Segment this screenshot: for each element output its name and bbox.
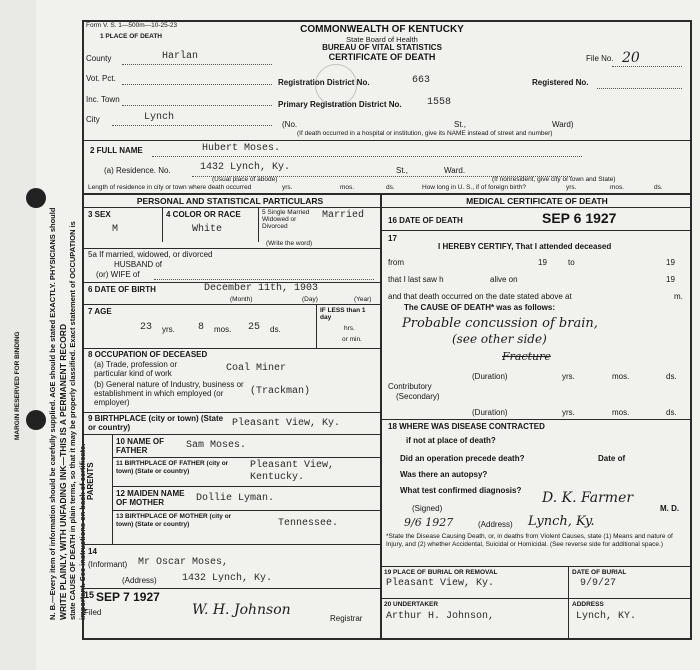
undertaker-address-value: Lynch, KY. (576, 611, 637, 622)
hospital-note: (If death occurred in a hospital or institution, give its NAME instead of street and number) (297, 130, 553, 137)
registrar-label: Registrar (330, 614, 363, 623)
physician-address: Lynch, Ky. (528, 514, 595, 529)
us-yrs: yrs. (566, 184, 577, 191)
informant-label: (Informant) (88, 560, 128, 569)
how-long-us-label: How long in U. S., if of foreign birth? (422, 184, 527, 191)
md-label: M. D. (660, 504, 680, 513)
birthplace-value: Pleasant View, Ky. (232, 418, 341, 429)
mother-name-value: Dollie Lyman. (196, 493, 275, 504)
age-mos-label: mos. (214, 325, 232, 334)
father-birthplace-label: 11 BIRTHPLACE OF FATHER (city or town) (State or country) (116, 460, 229, 475)
filed-number: 15 (84, 590, 95, 600)
industry-label: (b) General nature of Industry, business or establishment in which employed (or employer) (94, 380, 244, 407)
dob-year-label: (Year) (354, 296, 372, 303)
duration-2-yrs: yrs. (562, 408, 575, 417)
husband-label: HUSBAND of (114, 260, 163, 269)
bureau-name: BUREAU OF VITAL STATISTICS (322, 43, 442, 52)
age-months-value: 8 (198, 322, 205, 333)
informant-value: Mr Oscar Moses, (138, 557, 229, 568)
occupation-label: 8 OCCUPATION OF DECEASED (88, 350, 208, 359)
length-residence-label: Length of residence in city or town where death occurred (88, 184, 252, 191)
duration-2-ds: ds. (666, 408, 677, 417)
duration-ds: ds. (666, 372, 677, 381)
from-label: from (388, 258, 404, 267)
undertaker-label: 20 UNDERTAKER (384, 601, 439, 608)
binding-margin-label: MARGIN RESERVED FOR BINDING (14, 331, 21, 440)
father-birthplace-value-1: Pleasant View, (250, 460, 335, 471)
state-title: COMMONWEALTH OF KENTUCKY (300, 24, 464, 35)
marital-note: (Write the word) (266, 240, 313, 247)
parents-label: PARENTS (86, 462, 95, 500)
residence-ds: ds. (386, 184, 395, 191)
residence-yrs: yrs. (282, 184, 293, 191)
file-no-label: File No. (586, 54, 614, 63)
filed-date-stamp: SEP 7 1927 (96, 590, 160, 604)
residence-ward-label: Ward. (444, 166, 466, 175)
mother-birthplace-label: 13 BIRTHPLACE OF MOTHER (city or town) (State or country) (116, 513, 232, 528)
usual-abode-note: (Usual place of abode) (212, 176, 278, 183)
informant-address-label: (Address) (122, 576, 157, 585)
side-instruction-2: WRITE PLAINLY, WITH UNFADING INK—THIS IS A PERMANENT RECORD (58, 323, 68, 620)
informant-address-value: 1432 Lynch, Ky. (182, 573, 273, 584)
cause-footnote: *State the Disease Causing Death, or, in deaths from Violent Causes, state (1) Means and nature of Injury, and (2) whether Accidental, Suicidal or Homicidal. (See reverse side for additional space.) (386, 533, 673, 548)
city-label: City (86, 115, 100, 124)
contributory-label: Contributory (388, 382, 432, 391)
side-instruction-4: important. See instructions on back of certificate. (78, 443, 87, 620)
burial-label: 19 PLACE OF BURIAL OR REMOVAL (384, 569, 498, 576)
burial-date-label: DATE OF BURIAL (572, 569, 627, 576)
spouse-label: 5a If married, widowed, or divorced (88, 250, 213, 259)
registrar-signature: W. H. Johnson (192, 602, 291, 618)
place-of-death-label: 1 PLACE OF DEATH (100, 33, 162, 40)
cause-line-1: Probable concussion of brain, (402, 316, 598, 331)
trade-value: Coal Miner (226, 363, 287, 374)
residence-value: 1432 Lynch, Ky. (200, 162, 291, 173)
trade-label: (a) Trade, profession or particular kind of work (94, 360, 178, 378)
file-no-value: 20 (622, 50, 640, 66)
burial-date-value: 9/9/27 (580, 578, 617, 589)
duration-2-mos: mos. (612, 408, 630, 417)
medical-section-title: MEDICAL CERTIFICATE OF DEATH (466, 196, 608, 206)
alive-year-label: 19 (666, 275, 675, 284)
industry-value: (Trackman) (250, 386, 311, 397)
duration-mos: mos. (612, 372, 630, 381)
form-number: Form V. S. 1—500m—10-25-23 (86, 22, 178, 29)
contracted-label: 18 WHERE WAS DISEASE CONTRACTED (388, 422, 545, 431)
dob-value: December 11th, 1903 (204, 283, 319, 294)
certificate-title: CERTIFICATE OF DEATH (328, 52, 436, 62)
father-name-value: Sam Moses. (186, 440, 247, 451)
registration-district-label: Registration District No. (278, 78, 370, 87)
side-instruction-3: state CAUSE OF DEATH in plain terms, so that it may be properly classified. Exact statement of OCCUPATION is (68, 221, 77, 620)
duration-2-label: (Duration) (472, 408, 508, 417)
county-value: Harlan (162, 51, 199, 62)
nonresident-note: (If nonresident, give city or town and State) (492, 176, 616, 183)
date-of-death-stamp: SEP 6 1927 (542, 210, 617, 226)
cause-line-3: Fracture (502, 350, 551, 363)
inc-town-label: Inc. Town (86, 95, 120, 104)
from-year-label: 19 (538, 258, 547, 267)
dob-month-label: (Month) (230, 296, 253, 303)
punch-hole-bottom (26, 410, 46, 430)
father-name-label: 10 NAME OF FATHER (116, 437, 165, 455)
death-m-label: m. (674, 292, 683, 301)
min-label: or min. (342, 336, 362, 343)
secondary-label: (Secondary) (396, 392, 440, 401)
color-label: 4 COLOR OR RACE (166, 210, 241, 219)
wife-label: (or) WIFE of (96, 270, 140, 279)
burial-value: Pleasant View, Ky. (386, 578, 495, 589)
undertaker-address-label: ADDRESS (572, 601, 604, 608)
sex-value: M (112, 224, 119, 235)
signed-date: 9/6 1927 (404, 516, 454, 529)
city-value: Lynch (144, 112, 175, 123)
filed-label: Filed (84, 608, 102, 617)
mother-name-label: 12 MAIDEN NAME OF MOTHER (116, 489, 185, 507)
sex-label: 3 SEX (88, 210, 111, 219)
physician-address-label: (Address) (478, 520, 513, 529)
registered-no-label: Registered No. (532, 78, 589, 87)
us-ds: ds. (654, 184, 663, 191)
full-name-value: Hubert Moses. (202, 143, 281, 154)
county-label: County (86, 54, 112, 63)
board-name: State Board of Health (346, 35, 418, 44)
age-days-value: 25 (248, 322, 261, 333)
to-year-label: 19 (666, 258, 675, 267)
residence-label: (a) Residence. No. (104, 166, 171, 175)
physician-signature: D. K. Farmer (542, 490, 634, 506)
dob-label: 6 DATE OF BIRTH (88, 285, 156, 294)
full-name-label: 2 FULL NAME (90, 146, 143, 155)
residence-mos: mos. (340, 184, 355, 191)
alive-on-label: alive on (490, 275, 518, 284)
cause-line-2: (see other side) (452, 332, 547, 346)
us-mos: mos. (610, 184, 625, 191)
color-value: White (192, 224, 223, 235)
side-instruction-1: N. B.—Every item of information should be carefully supplied. AGE should be stated EXACTLY. PHYSICIANS should (48, 207, 57, 620)
date-of-death-label: 16 DATE OF DEATH (388, 216, 463, 225)
street-label: St., (454, 120, 467, 129)
date-of-label: Date of (598, 454, 626, 463)
age-ds-label: ds. (270, 325, 281, 334)
personal-section-title: PERSONAL AND STATISTICAL PARTICULARS (136, 196, 324, 206)
primary-district-value: 1558 (427, 97, 452, 108)
age-yrs-label: yrs. (162, 325, 175, 334)
duration-label: (Duration) (472, 372, 508, 381)
signed-label: (Signed) (412, 504, 443, 513)
undertaker-value: Arthur H. Johnson, (386, 611, 495, 622)
not-place-label: if not at place of death? (406, 436, 496, 445)
last-saw-label: that I last saw h (388, 275, 444, 284)
father-birthplace-value-2: Kentucky. (250, 472, 305, 483)
item-17-number: 17 (388, 234, 397, 243)
age-label: 7 AGE (88, 307, 112, 316)
dob-day-label: (Day) (302, 296, 318, 303)
age-years-value: 23 (140, 322, 153, 333)
mother-birthplace-value: Tennessee. (278, 518, 339, 529)
death-at-label: and that death occurred on the date stated above at (388, 292, 572, 301)
certificate-form (82, 20, 692, 640)
hrs-label: hrs. (344, 325, 355, 332)
autopsy-label: Was there an autopsy? (400, 470, 488, 479)
certify-statement: I HEREBY CERTIFY, That I attended deceased (438, 242, 612, 251)
vot-pct-label: Vot. Pct. (86, 74, 116, 83)
informant-number: 14 (88, 547, 97, 556)
to-label: to (568, 258, 575, 267)
marital-options: 5 Single Married Widowed or Divorced (262, 209, 310, 230)
residence-street-label: St., (396, 166, 409, 175)
cause-label: The CAUSE OF DEATH* was as follows: (404, 303, 555, 312)
registration-district-value: 663 (412, 75, 431, 86)
duration-yrs: yrs. (562, 372, 575, 381)
less-than-day-label: IF LESS than 1 day (320, 307, 366, 321)
birthplace-label: 9 BIRTHPLACE (city or town) (State or country) (88, 414, 224, 432)
operation-label: Did an operation precede death? (400, 454, 525, 463)
test-label: What test confirmed diagnosis? (400, 486, 522, 495)
ward-label: Ward) (552, 120, 574, 129)
marital-value: Married (322, 210, 365, 221)
primary-district-label: Primary Registration District No. (278, 100, 402, 109)
punch-hole-top (26, 188, 46, 208)
street-no-label: (No. (282, 120, 298, 129)
